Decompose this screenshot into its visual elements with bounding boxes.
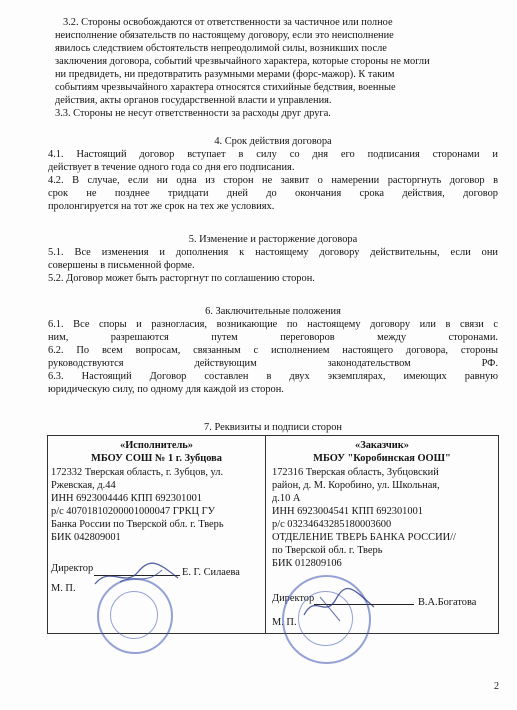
s6-line-6: юридическую силу, по одному для каждой из сторон. — [48, 384, 284, 395]
customer-bik: БИК 012809106 — [272, 558, 342, 569]
executor-role: «Исполнитель» — [120, 440, 193, 451]
customer-director-name: В.А.Богатова — [418, 597, 477, 608]
p33: 3.3. Стороны не несут ответственности за расходы друг друга. — [55, 108, 331, 119]
customer-address-2: район, д. М. Коробино, ул. Школьная, — [272, 480, 440, 491]
customer-inn: ИНН 6923004541 КПП 692301001 — [272, 506, 423, 517]
p32-line-1: 3.2. Стороны освобождаются от ответственности за частичное или полное — [63, 17, 393, 28]
executor-signature — [90, 560, 185, 592]
s5-line-1: 5.1. Все изменения и дополнения к настоящему договору действительны, если они — [48, 247, 498, 258]
s4-line-2: действует в течение одного года со дня его подписания. — [48, 162, 295, 173]
customer-signature — [300, 585, 380, 625]
executor-account: р/с 40701810200001000047 ГРКЦ ГУ — [51, 506, 215, 517]
customer-address-1: 172316 Тверская область, Зубцовский — [272, 467, 439, 478]
executor-mp: М. П. — [51, 583, 76, 594]
customer-bank-1: ОТДЕЛЕНИЕ ТВЕРЬ БАНКА РОССИИ// — [272, 532, 456, 543]
s6-line-4: руководствуются действующим законодательством РФ. — [48, 358, 498, 369]
section7-title: 7. Реквизиты и подписи сторон — [204, 422, 342, 433]
customer-bank-2: по Тверской обл. г. Тверь — [272, 545, 383, 556]
s4-line-3: 4.2. В случае, если ни одна из сторон не заявит о намерении расторгнуть договор в — [48, 175, 498, 186]
section5-title: 5. Изменение и расторжение договора — [188, 234, 358, 245]
customer-mp: М. П. — [272, 617, 297, 628]
executor-bank: Банка России по Тверской обл. г. Тверь — [51, 519, 224, 530]
customer-role: «Заказчик» — [355, 440, 409, 451]
section6-title: 6. Заключительные положения — [205, 306, 341, 317]
customer-director-label: Директор — [272, 593, 315, 604]
s4-line-1: 4.1. Настоящий договор вступает в силу со дня его подписания сторонами и — [48, 149, 498, 160]
section4-title: 4. Срок действия договора — [214, 136, 332, 147]
customer-account: р/с 03234643285180003600 — [272, 519, 392, 530]
s5-line-2: совершены в письменной форме. — [48, 260, 195, 271]
s4-line-5: пролонгируется на тот же срок на тех же условиях. — [48, 201, 275, 212]
executor-stamp-inner-ring — [110, 591, 158, 639]
page-number: 2 — [494, 681, 499, 692]
executor-address-2: Ржевская, д.44 — [51, 480, 116, 491]
executor-director-label: Директор — [51, 563, 94, 574]
p32-line-2: неисполнение обязательств по настоящему договору, если это неисполнение — [55, 30, 394, 41]
s4-line-4: срок не позднее тридцати дней до окончания срока действия, договор — [48, 188, 498, 199]
s6-line-2: ним, разрешаются путем переговоров между сторонами. — [48, 332, 498, 343]
table-divider — [265, 436, 266, 633]
executor-inn: ИНН 6923004446 КПП 692301001 — [51, 493, 202, 504]
p32-line-7: действия, акты органов государственной власти и управления. — [55, 95, 332, 106]
p32-line-4: заключения договора, событий чрезвычайного характера, которые стороны не могли — [55, 56, 430, 67]
p32-line-3: явилось следствием обстоятельств непреодолимой силы, возникших после — [55, 43, 387, 54]
executor-bik: БИК 042809001 — [51, 532, 121, 543]
customer-org: МБОУ "Коробинская ООШ" — [313, 453, 451, 464]
p32-line-6: событиям чрезвычайного характера относятся стихийные бедствия, военные — [55, 82, 396, 93]
p32-line-5: ни предвидеть, ни предотвратить разумными мерами (форс-мажор). К таким — [55, 69, 395, 80]
executor-director-name: Е. Г. Силаева — [182, 567, 240, 578]
executor-address-1: 172332 Тверская область, г. Зубцов, ул. — [51, 467, 224, 478]
s6-line-5: 6.3. Настоящий Договор составлен в двух экземплярах, имеющих равную — [48, 371, 498, 382]
executor-org: МБОУ СОШ № 1 г. Зубцова — [91, 453, 222, 464]
s6-line-1: 6.1. Все споры и разногласия, возникающие по настоящему договору или в связи с — [48, 319, 498, 330]
customer-address-3: д.10 А — [272, 493, 301, 504]
s6-line-3: 6.2. По всем вопросам, связанным с исполнением настоящего договора, стороны — [48, 345, 498, 356]
s5-line-3: 5.2. Договор может быть расторгнут по соглашению сторон. — [48, 273, 315, 284]
